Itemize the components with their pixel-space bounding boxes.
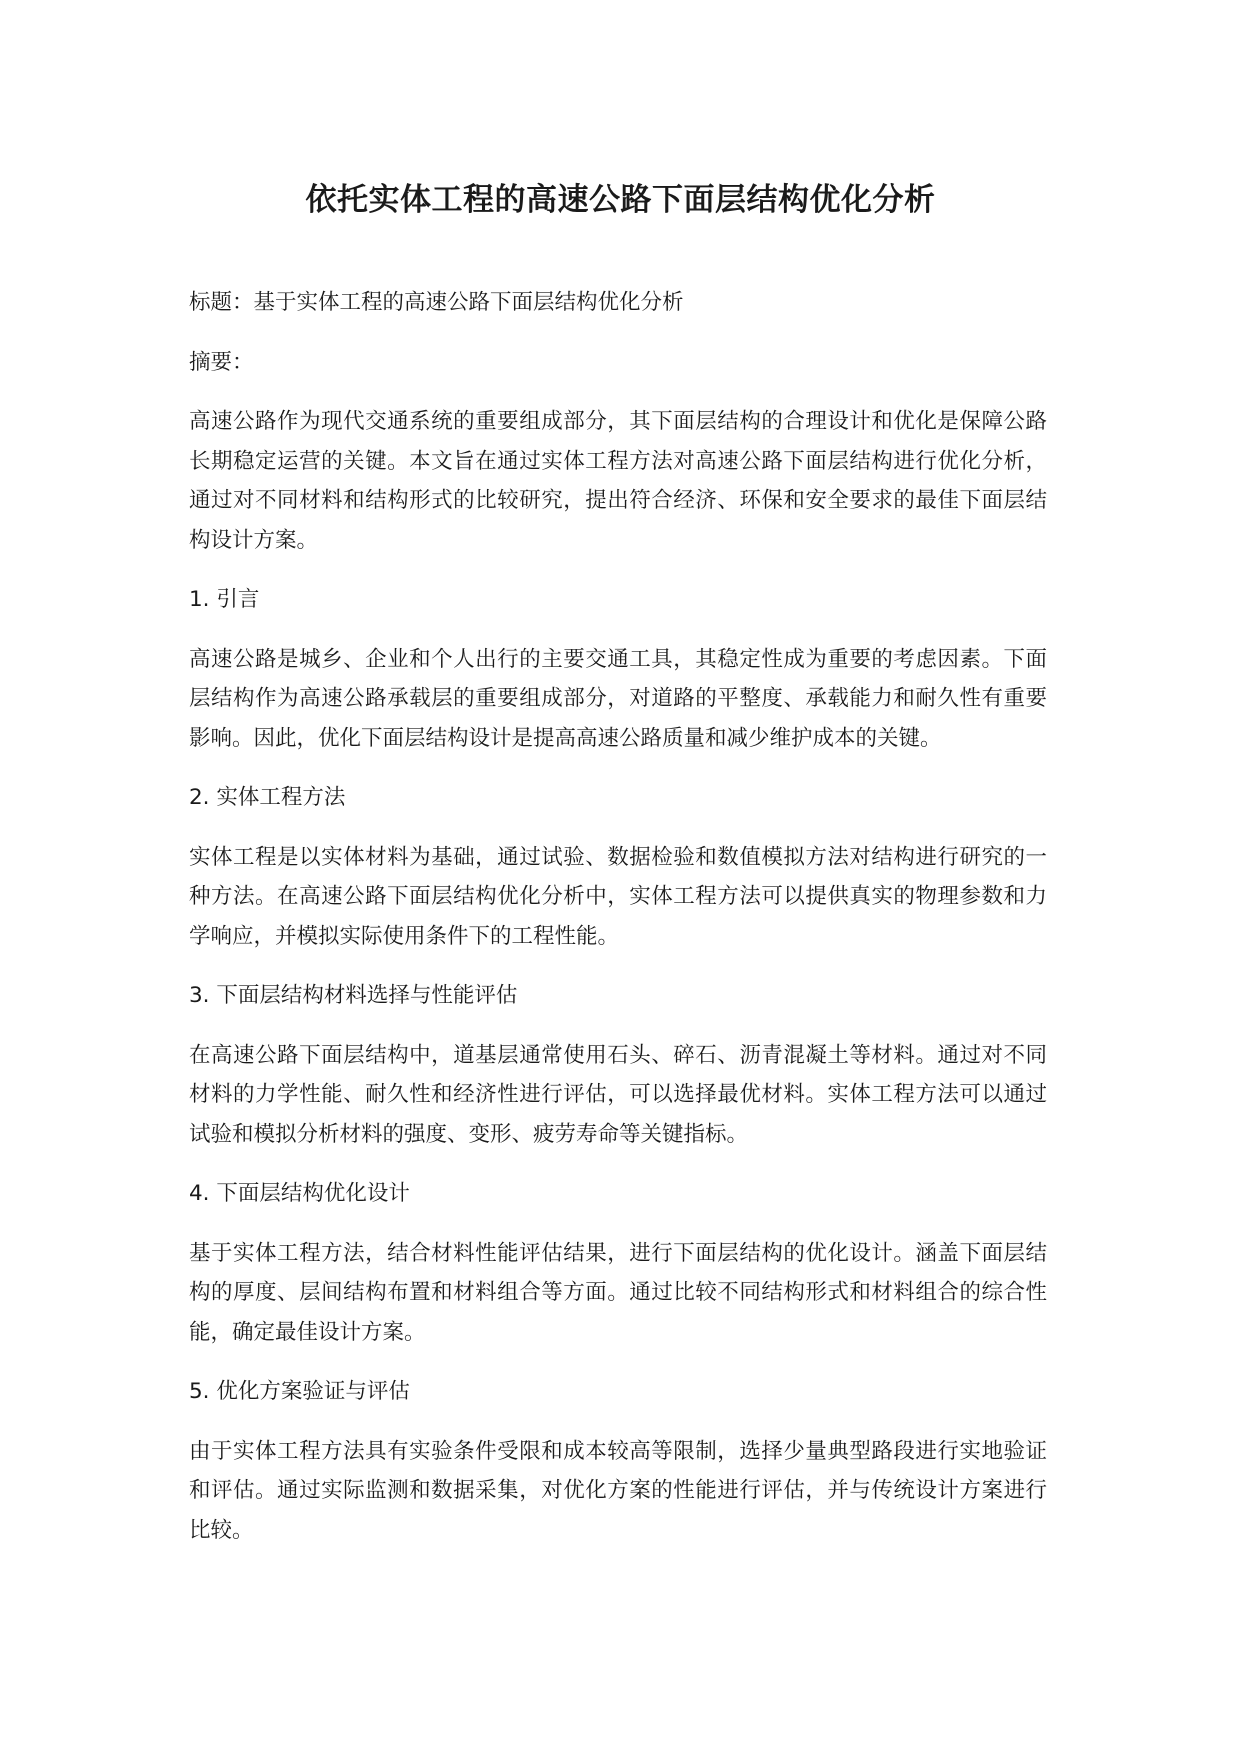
- paragraph-introduction: 高速公路是城乡、企业和个人出行的主要交通工具，其稳定性成为重要的考虑因素。下面层结构作为高速公路承载层的重要组成部分，对道路的平整度、承载能力和耐久性有重要影响。因此，优化下面层结构设计是提高高速公路质量和减少维护成本的关键。: [189, 646, 1047, 751]
- paragraph-method: 实体工程是以实体材料为基础，通过试验、数据检验和数值模拟方法对结构进行研究的一种方法。在高速公路下面层结构优化分析中，实体工程方法可以提供真实的物理参数和力学响应，并模拟实际使用条件下的工程性能。: [189, 844, 1047, 949]
- section-heading-design: 4. 下面层结构优化设计: [189, 1181, 410, 1206]
- section-heading-materials: 3. 下面层结构材料选择与性能评估: [189, 983, 518, 1008]
- abstract-label: 摘要：: [189, 349, 254, 375]
- paragraph-materials: 在高速公路下面层结构中，道基层通常使用石头、碎石、沥青混凝土等材料。通过对不同材料的力学性能、耐久性和经济性进行评估，可以选择最优材料。实体工程方法可以通过试验和模拟分析材料的强度、变形、疲劳寿命等关键指标。: [189, 1042, 1047, 1147]
- subtitle-line: 标题：基于实体工程的高速公路下面层结构优化分析: [189, 290, 684, 315]
- document-body: [189, 283, 1047, 1550]
- section-heading-validation: 5. 优化方案验证与评估: [189, 1379, 410, 1404]
- section-heading-method: 2. 实体工程方法: [189, 785, 346, 810]
- paragraph-design: 基于实体工程方法，结合材料性能评估结果，进行下面层结构的优化设计。涵盖下面层结构的厚度、层间结构布置和材料组合等方面。通过比较不同结构形式和材料组合的综合性能，确定最佳设计方案。: [189, 1240, 1047, 1345]
- section-heading-introduction: 1. 引言: [189, 587, 260, 612]
- document-title: 依托实体工程的高速公路下面层结构优化分析: [305, 182, 936, 218]
- paragraph-validation: 由于实体工程方法具有实验条件受限和成本较高等限制，选择少量典型路段进行实地验证和评估。通过实际监测和数据采集，对优化方案的性能进行评估，并与传统设计方案进行比较。: [189, 1438, 1047, 1543]
- abstract-paragraph: 高速公路作为现代交通系统的重要组成部分，其下面层结构的合理设计和优化是保障公路长期稳定运营的关键。本文旨在通过实体工程方法对高速公路下面层结构进行优化分析，通过对不同材料和结构形式的比较研究，提出符合经济、环保和安全要求的最佳下面层结构设计方案。: [189, 409, 1047, 553]
